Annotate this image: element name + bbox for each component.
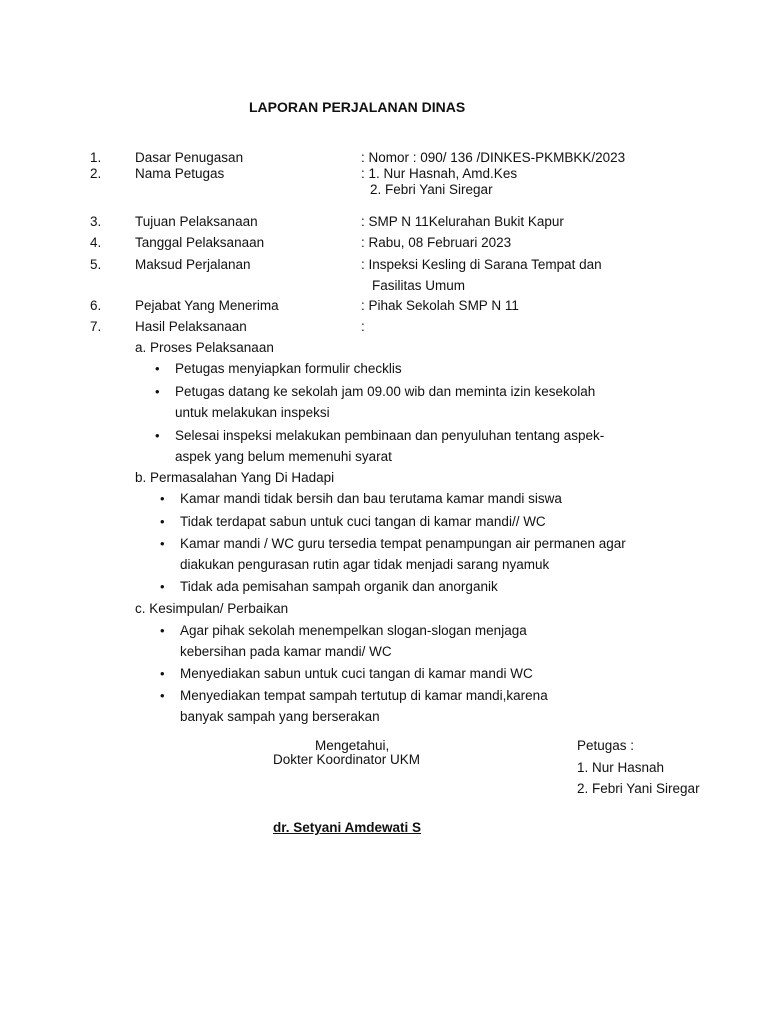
list-item: • Petugas menyiapkan formulir checklis	[175, 361, 402, 377]
item-label: Pejabat Yang Menerima	[135, 298, 279, 313]
item-value: :	[361, 319, 365, 334]
list-item: • Kamar mandi / WC guru tersedia tempat penampungan air permanen agar	[180, 536, 626, 552]
list-item: • Selesai inspeksi melakukan pembinaan dan penyuluhan tentang aspek-	[175, 428, 604, 444]
list-item-continued: aspek yang belum memenuhi syarat	[175, 449, 392, 464]
section-heading-b: b. Permasalahan Yang Di Hadapi	[135, 470, 335, 485]
item-number: 4.	[90, 235, 102, 250]
item-number: 5.	[90, 257, 102, 272]
item-value-continued: Fasilitas Umum	[372, 278, 466, 293]
document-title: LAPORAN PERJALANAN DINAS	[249, 99, 466, 115]
item-value: : Rabu, 08 Februari 2023	[361, 235, 512, 250]
item-label: Hasil Pelaksanaan	[135, 319, 247, 334]
item-value-continued: 2. Febri Yani Siregar	[370, 182, 493, 197]
list-item-continued: kebersihan pada kamar mandi/ WC	[180, 644, 392, 659]
list-item-continued: banyak sampah yang berserakan	[180, 709, 380, 724]
item-label: Maksud Perjalanan	[135, 257, 251, 272]
item-value: : Inspeksi Kesling di Sarana Tempat dan	[361, 257, 602, 272]
item-number: 3.	[90, 214, 102, 229]
item-value: : SMP N 11Kelurahan Bukit Kapur	[361, 214, 564, 229]
officer-name: 2. Febri Yani Siregar	[577, 781, 700, 796]
section-heading-a: a. Proses Pelaksanaan	[135, 340, 274, 355]
item-label: Tanggal Pelaksanaan	[135, 235, 265, 250]
item-label: Tujuan Pelaksanaan	[135, 214, 258, 229]
officer-name: 1. Nur Hasnah	[577, 760, 665, 775]
list-item: • Kamar mandi tidak bersih dan bau terutama kamar mandi siswa	[180, 491, 562, 507]
signature-role: Dokter Koordinator UKM	[273, 752, 421, 767]
list-item: • Menyediakan tempat sampah tertutup di kamar mandi,karena	[180, 688, 548, 704]
list-item: • Petugas datang ke sekolah jam 09.00 wib dan meminta izin kesekolah	[175, 384, 595, 400]
item-number: 6.	[90, 298, 102, 313]
item-number: 7.	[90, 319, 102, 334]
item-number: 1.	[90, 150, 102, 165]
section-heading-c: c. Kesimpulan/ Perbaikan	[135, 601, 289, 616]
list-item-continued: diakukan pengurasan rutin agar tidak menjadi sarang nyamuk	[180, 557, 550, 572]
signature-acknowledged: Mengetahui,	[315, 738, 390, 753]
list-item-continued: untuk melakukan inspeksi	[175, 405, 330, 420]
officers-heading: Petugas :	[577, 738, 635, 753]
list-item: • Menyediakan sabun untuk cuci tangan di kamar mandi WC	[180, 666, 533, 682]
item-number: 2.	[90, 166, 102, 181]
item-value: : Nomor : 090/ 136 /DINKES-PKMBKK/2023	[361, 150, 626, 165]
list-item: • Agar pihak sekolah menempelkan slogan-slogan menjaga	[180, 623, 527, 639]
list-item: • Tidak ada pemisahan sampah organik dan anorganik	[180, 579, 498, 595]
signature-name: dr. Setyani Amdewati S	[273, 820, 422, 835]
item-label: Nama Petugas	[135, 166, 225, 181]
item-value: : 1. Nur Hasnah, Amd.Kes	[361, 166, 518, 181]
item-value: : Pihak Sekolah SMP N 11	[361, 298, 519, 313]
item-label: Dasar Penugasan	[135, 150, 244, 165]
list-item: • Tidak terdapat sabun untuk cuci tangan di kamar mandi// WC	[180, 514, 546, 530]
